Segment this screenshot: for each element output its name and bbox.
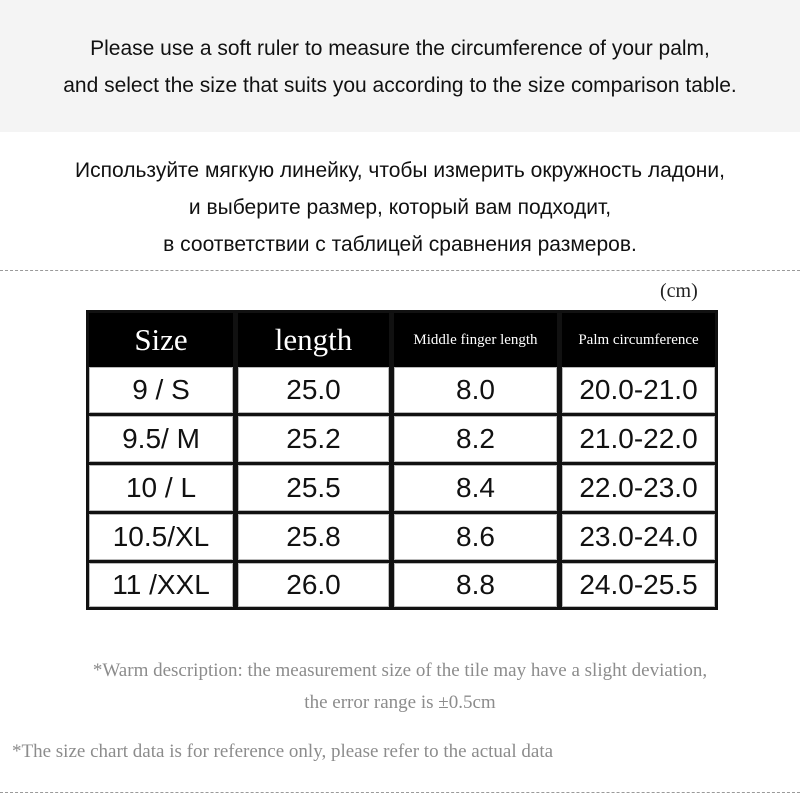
instructions-russian-line-2: и выберите размер, который вам подходит,	[188, 196, 612, 219]
table-cell-length: 26.0	[238, 563, 389, 607]
instructions-english-line-1: Please use a soft ruler to measure the circumference of your palm,	[90, 37, 710, 60]
header-palm-circumference: Palm circumference	[562, 313, 715, 367]
table-cell-palm: 20.0-21.0	[562, 367, 715, 413]
reference-note: *The size chart data is for reference only, please refer to the actual data	[12, 741, 554, 762]
table-cell-middle-finger: 8.4	[394, 465, 557, 511]
header-size: Size	[89, 313, 233, 367]
table-cell-palm: 22.0-23.0	[562, 465, 715, 511]
unit-label: (cm)	[660, 280, 698, 302]
table-cell-middle-finger: 8.0	[394, 367, 557, 413]
measurement-note-line-1: *Warm description: the measurement size of the tile may have a slight deviation,	[92, 660, 708, 681]
instructions-english	[0, 30, 800, 104]
measurement-note-line-2: the error range is ±0.5cm	[304, 692, 496, 713]
table-cell-size: 9 / S	[89, 367, 233, 413]
table-cell-size: 11 /XXL	[89, 563, 233, 607]
table-cell-palm: 24.0-25.5	[562, 563, 715, 607]
table-cell-length: 25.8	[238, 514, 389, 560]
table-cell-middle-finger: 8.6	[394, 514, 557, 560]
table-cell-size: 10.5/XL	[89, 514, 233, 560]
table-cell-middle-finger: 8.2	[394, 416, 557, 462]
table-cell-size: 10 / L	[89, 465, 233, 511]
instructions-russian-line-1: Используйте мягкую линейку, чтобы измерить окружность ладони,	[75, 159, 725, 182]
size-chart-table	[86, 310, 718, 610]
table-cell-size: 9.5/ M	[89, 416, 233, 462]
divider-top	[0, 270, 800, 271]
header-length: length	[238, 313, 389, 367]
table-cell-length: 25.5	[238, 465, 389, 511]
header-middle-finger-length: Middle finger length	[394, 313, 557, 367]
table-cell-middle-finger: 8.8	[394, 563, 557, 607]
table-cell-palm: 21.0-22.0	[562, 416, 715, 462]
table-cell-length: 25.0	[238, 367, 389, 413]
instructions-russian-line-3: в соответствии с таблицей сравнения размеров.	[163, 233, 637, 256]
table-cell-palm: 23.0-24.0	[562, 514, 715, 560]
table-cell-length: 25.2	[238, 416, 389, 462]
instructions-russian	[0, 152, 800, 263]
instructions-english-line-2: and select the size that suits you according to the size comparison table.	[63, 74, 737, 97]
divider-bottom	[0, 792, 800, 793]
